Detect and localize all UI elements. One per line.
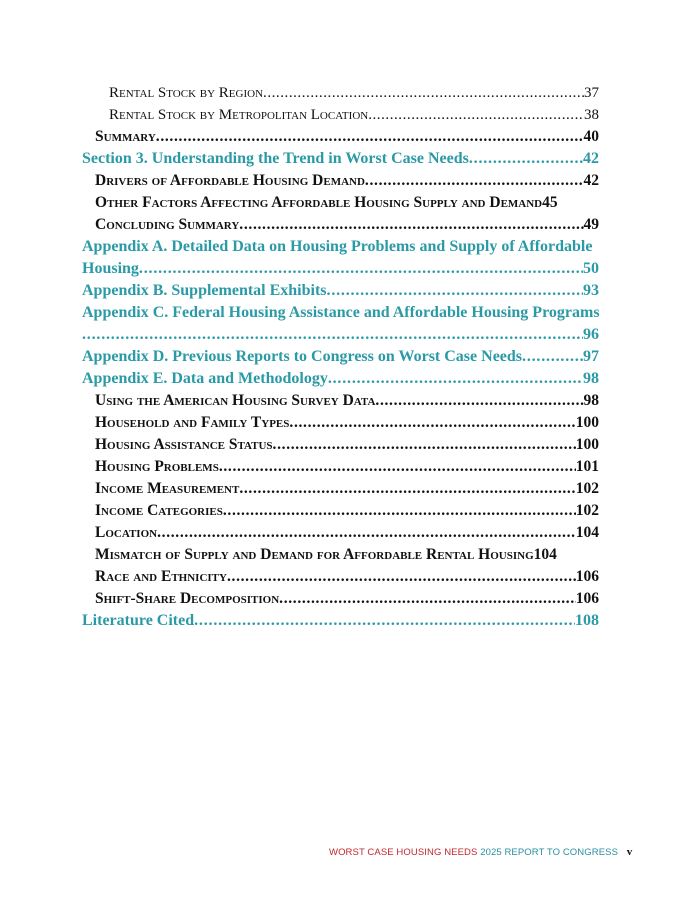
toc-entry-title: Appendix B. Supplemental Exhibits [82, 282, 327, 299]
toc-entry-title: Concluding Summary [95, 216, 240, 233]
toc-entry-title-line1: Appendix A. Detailed Data on Housing Problems and Supply of Affordable [82, 238, 593, 255]
toc-entry-title: Income Categories [95, 502, 223, 519]
toc-entry-page: 102 [575, 480, 599, 497]
toc-entry-title: Mismatch of Supply and Demand for Affordable Rental Housing [95, 546, 534, 563]
toc-entry-title: Household and Family Types [95, 414, 290, 431]
dot-leader [365, 170, 584, 192]
toc-entry-page: 37 [584, 85, 599, 101]
toc-entry[interactable] [82, 456, 599, 478]
toc-entry-title-line1: Appendix C. Federal Housing Assistance and Affordable Housing Programs [82, 304, 600, 321]
toc-entry[interactable] [82, 522, 599, 544]
dot-leader [139, 258, 583, 280]
toc-entry[interactable] [82, 478, 599, 500]
dot-leader [239, 214, 583, 236]
dot-leader [82, 324, 583, 346]
toc-entry-title: Housing Assistance Status [95, 436, 273, 453]
dot-leader [156, 126, 584, 148]
toc-entry-page: 93 [583, 282, 599, 299]
dot-leader [194, 610, 575, 632]
toc-entry[interactable] [82, 500, 599, 522]
toc-entry-page: 104 [533, 546, 557, 563]
footer-report-title: WORST CASE HOUSING NEEDS [329, 847, 478, 858]
footer-report-subtitle: 2025 REPORT TO CONGRESS [480, 847, 619, 858]
dot-leader [469, 148, 583, 170]
toc-entry-page: 106 [575, 590, 599, 607]
toc-entry[interactable] [82, 390, 599, 412]
toc-entry-title: Using the American Housing Survey Data [95, 392, 376, 409]
toc-entry-page: 45 [542, 194, 558, 211]
toc-section-entry[interactable] [82, 346, 599, 368]
toc-entry-title: Rental Stock by Metropolitan Location [109, 107, 369, 123]
toc-entry-title: Appendix E. Data and Methodology [82, 370, 328, 387]
toc-entry-title: Shift-Share Decomposition [95, 590, 280, 607]
dot-leader [157, 522, 576, 544]
toc-entry-title: Drivers of Affordable Housing Demand [95, 172, 365, 189]
toc-entry-page: 100 [575, 414, 599, 431]
toc-entry-page: 42 [583, 172, 599, 189]
toc-section-entry[interactable] [82, 236, 599, 280]
toc-entry-page: 106 [575, 568, 599, 585]
toc-entry-page: 102 [575, 502, 599, 519]
toc-entry-title: Section 3. Understanding the Trend in Worst Case Needs [82, 150, 469, 167]
toc-entry[interactable] [82, 588, 599, 610]
toc-entry-title: Race and Ethnicity [95, 568, 227, 585]
toc-entry-title: Literature Cited [82, 612, 195, 629]
toc-entry-page: 96 [583, 326, 599, 343]
toc-entry-page: 98 [583, 370, 599, 387]
dot-leader [289, 412, 575, 434]
toc-entry[interactable] [82, 544, 599, 566]
toc-entry-page: 40 [583, 128, 599, 145]
toc-entry-title: Appendix D. Previous Reports to Congress on Worst Case Needs [82, 348, 523, 365]
dot-leader [279, 588, 576, 610]
toc-section-entry[interactable] [82, 280, 599, 302]
toc-entry[interactable] [82, 104, 599, 126]
toc-entry-page: 49 [583, 216, 599, 233]
dot-leader [328, 368, 583, 390]
toc-entry-page: 97 [583, 348, 599, 365]
toc-entry[interactable] [82, 412, 599, 434]
toc-entry-title-line2: Housing [82, 260, 139, 277]
toc-entry-page: 50 [583, 260, 599, 277]
toc-entry[interactable] [82, 434, 599, 456]
toc-entry[interactable] [82, 126, 599, 148]
toc-entry-page: 104 [575, 524, 599, 541]
footer-page-number: v [626, 846, 633, 858]
dot-leader [327, 280, 583, 302]
toc-entry-title: Summary [95, 128, 156, 145]
dot-leader [522, 346, 583, 368]
toc-entry-title: Location [95, 524, 158, 541]
toc-entry[interactable] [82, 170, 599, 192]
toc-entry-page: 42 [583, 150, 599, 167]
toc-entry-title: Rental Stock by Region [109, 85, 264, 101]
toc-section-entry[interactable] [82, 368, 599, 390]
toc-entry-page: 101 [575, 458, 599, 475]
toc-section-entry[interactable] [82, 302, 599, 346]
page-footer [329, 846, 632, 858]
dot-leader [263, 82, 584, 104]
toc-entry-page: 100 [575, 436, 599, 453]
toc-entry-page: 38 [584, 107, 599, 123]
dot-leader [273, 434, 576, 456]
toc-entry-page: 98 [583, 392, 599, 409]
dot-leader [368, 104, 584, 126]
toc-section-entry[interactable] [82, 610, 599, 632]
table-of-contents [82, 82, 599, 632]
toc-entry[interactable] [82, 566, 599, 588]
toc-entry-title: Income Measurement [95, 480, 240, 497]
toc-entry[interactable] [82, 214, 599, 236]
toc-entry[interactable] [82, 82, 599, 104]
toc-entry-title: Housing Problems [95, 458, 219, 475]
toc-entry-page: 108 [575, 612, 599, 629]
dot-leader [219, 456, 576, 478]
dot-leader [227, 566, 576, 588]
toc-entry[interactable] [82, 192, 599, 214]
dot-leader [223, 500, 576, 522]
dot-leader [239, 478, 575, 500]
toc-entry-title: Other Factors Affecting Affordable Housing Supply and Demand [95, 194, 543, 211]
dot-leader [375, 390, 583, 412]
toc-section-entry[interactable] [82, 148, 599, 170]
